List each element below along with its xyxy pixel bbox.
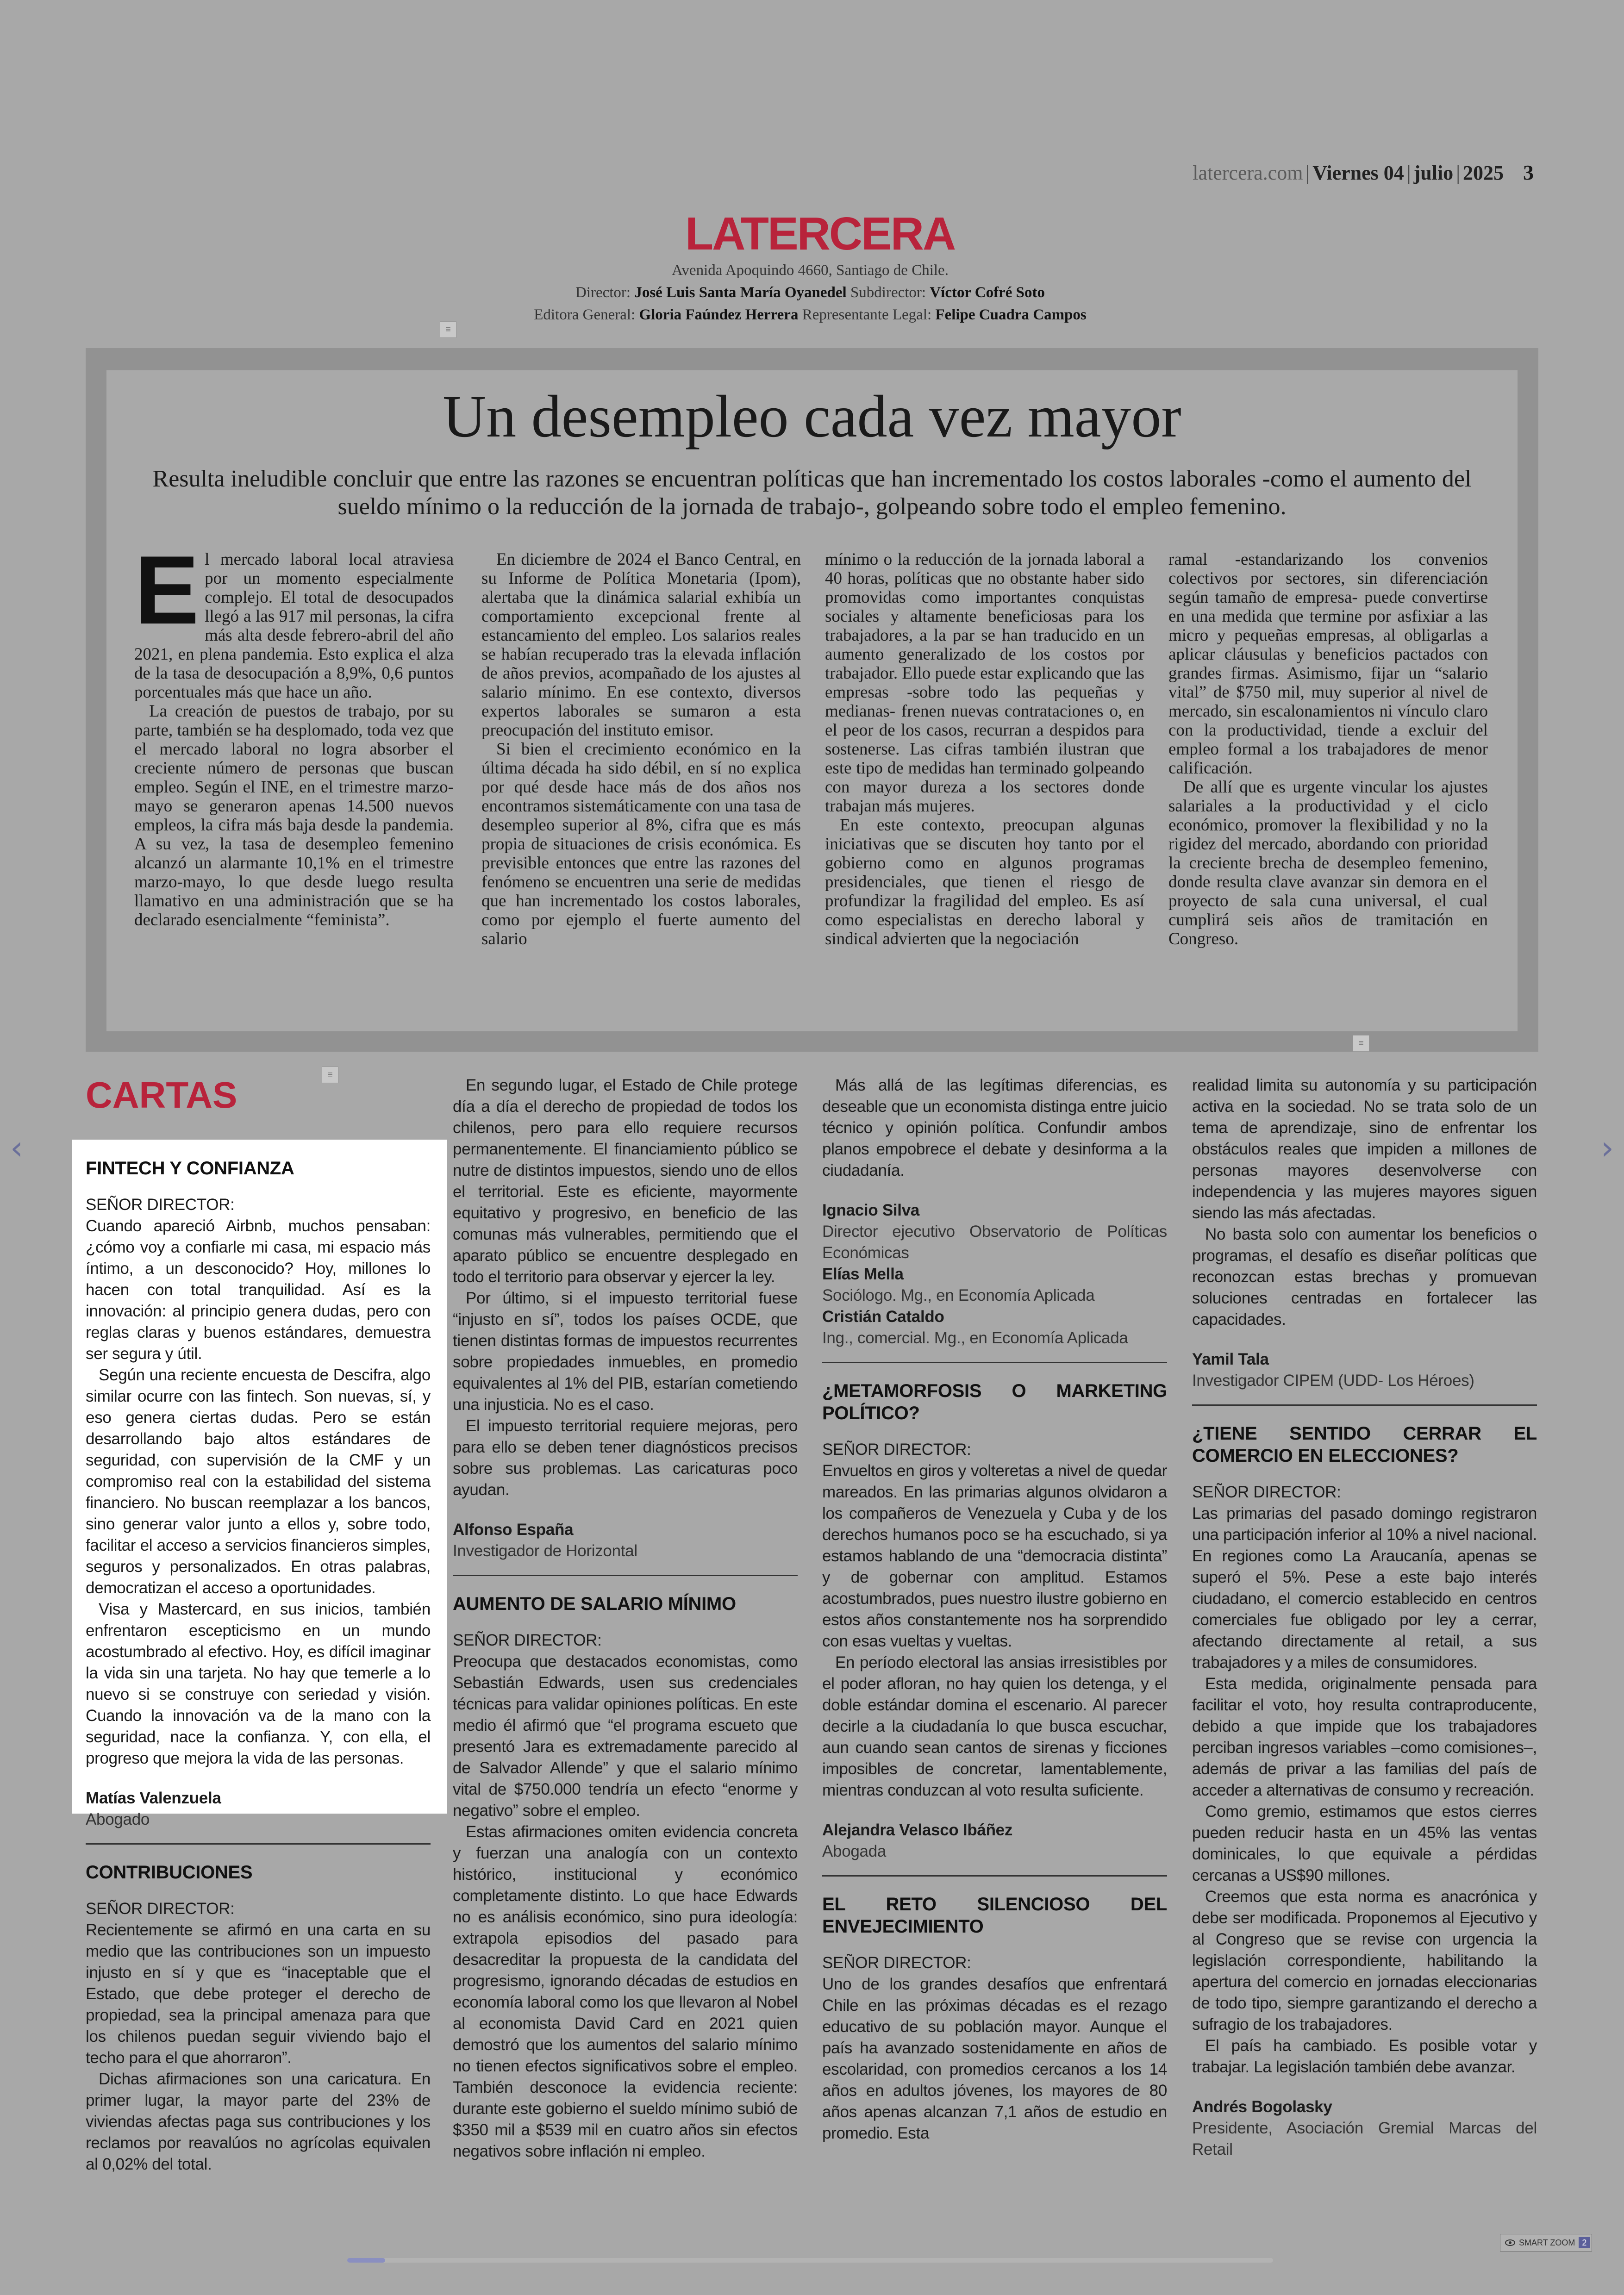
letter-author-role: Ing., comercial. Mg., en Economía Aplicada <box>822 1329 1128 1347</box>
letter-author-role: Presidente, Asociación Gremial Marcas del Retail <box>1192 2119 1537 2158</box>
letter-paragraph: Creemos que esta norma es anacrónica y debe ser modificada. Proponemos al Ejecutivo y al Congreso que se revise con urgencia la legislación correspondiente, habilitando la apertura del comercio en jornadas eleccionarias de todo tipo, siempre garantizando el derecho a sufragio de los trabajadores. <box>1192 1888 1537 2033</box>
smart-zoom-label: SMART ZOOM <box>1519 2238 1575 2247</box>
letter-paragraph: En período electoral las ansias irresistibles por el poder afloran, no hay quien los detenga, y el doble estándar domina el escenario. Al parecer decirle a la ciudadanía lo que busca escuchar, aun cuando sean cantos de sirenas y ficciones imposibles de concretar, lamentablemente, mientras conduzcan al voto resulta suficiente. <box>822 1653 1167 1799</box>
letter-paragraph: Visa y Mastercard, en sus inicios, también enfrentaron escepticismo en un mundo acostumbrado al efectivo. Hoy, es difícil imaginar la vida sin una tarjeta. No hay que temerle a lo nuevo si se construye con seriedad y visión. Cuando la innovación va de la mano con la seguridad, nace la confianza. Y, con ella, el progreso que mejora la vida de las personas. <box>86 1600 431 1767</box>
letter-paragraph: Estas afirmaciones omiten evidencia concreta y fuerzan una analogía con un contexto histórico, institucional y económico completamente distinto. Lo que hace Edwards no es análisis económico, sino pura ideología: extrapola episodios del pasado para desacreditar la propuesta de la candidata del progresismo, ignorando décadas de estudios en economía laboral como los que llevaron al Nobel al economista David Card en 2021 quien demostró que los aumentos del salario mínimo no tienen efectos significativos sobre el empleo. También desconoce la evidencia reciente: durante este gobierno el sueldo mínimo subió de $350 mil a $539 mil en cuatro años sin efectos negativos sobre inflación ni empleo. <box>453 1823 798 2160</box>
editorial-paragraph: En este contexto, preocupan algunas iniciativas que se discuten hoy tanto por el gobierno como en algunos programas presidenciales, que tienen el riesgo de profundizar la fragilidad del empleo. Es así como especialistas en derecho laboral y sindical advierten que la negociación <box>825 816 1144 948</box>
letter-paragraph: El impuesto territorial requiere mejoras, pero para ello se deben tener diagnósticos precisos sobre sus problemas. Las caricaturas poco ayudan. <box>453 1417 798 1499</box>
letters-column-2 <box>453 1075 798 2162</box>
letters-column-4 <box>1192 1075 1537 2160</box>
next-page-arrow-icon[interactable]: › <box>1601 1129 1614 1167</box>
editorial-column-1 <box>134 536 454 929</box>
letter-divider <box>453 1575 798 1576</box>
page-number: 3 <box>1523 161 1534 184</box>
letter-author: Alejandra Velasco Ibáñez <box>822 1821 1013 1839</box>
letter-paragraph: El país ha cambiado. Es posible votar y trabajar. La legislación también debe avanzar. <box>1192 2037 1537 2076</box>
letter-greeting: SEÑOR DIRECTOR: <box>453 1631 602 1649</box>
editorial-subtitle: Resulta ineludible concluir que entre las razones se encuentran políticas que han incrementado los costos laborales -como el aumento del sueldo mínimo o la reducción de la jornada de trabajo-, golpeando sobre todo el empleo femenino. <box>152 466 1472 520</box>
dateline: latercera.com | Viernes 04 | julio | 2025 <box>1193 162 1504 184</box>
letter-author: Alfonso España <box>453 1521 574 1539</box>
letter-greeting: SEÑOR DIRECTOR: <box>86 1900 235 1918</box>
masthead-directors: Director: José Luis Santa María Oyanedel Subdirector: Víctor Cofré Soto <box>575 284 1045 301</box>
drop-cap: E <box>134 536 200 644</box>
editorial-column-2 <box>481 550 801 948</box>
letter-greeting: SEÑOR DIRECTOR: <box>1192 1483 1341 1501</box>
letter-paragraph: Más allá de las legítimas diferencias, es deseable que un economista distinga entre juicio técnico y opinión política. Confundir ambos planos empobrece el debate y desinforma a la ciudadanía. <box>822 1076 1167 1179</box>
letter-author: Andrés Bogolasky <box>1192 2098 1332 2116</box>
letter-author: Yamil Tala <box>1192 1350 1269 1368</box>
editorial-column-4 <box>1168 550 1488 948</box>
letter-paragraph: Como gremio, estimamos que estos cierres pueden reducir hasta en un 45% las ventas dominicales, lo que equivale a pérdidas cercanas a US$90 millones. <box>1192 1802 1537 1884</box>
letter-title: FINTECH Y CONFIANZA <box>86 1158 294 1179</box>
letter-paragraph: Según una reciente encuesta de Descifra, algo similar ocurre con las fintech. Son nuevas, sí, y eso genera ciertas dudas. Pero se están desarrollando bajo altos estándares de seguridad, con supervisión de la CMF y un compromiso real con la estabilidad del sistema financiero. No buscan reemplazar a los bancos, sino generar valor junto a ellos y, sobre todo, facilitar el acceso a servicios financieros simples, seguros y personalizados. En otras palabras, democratizan el acceso a oportunidades. <box>86 1366 431 1597</box>
letter-author-role: Investigador de Horizontal <box>453 1542 637 1560</box>
letter-title: AUMENTO DE SALARIO MÍNIMO <box>453 1594 736 1614</box>
letter-author: Elías Mella <box>822 1265 904 1283</box>
letter-paragraph: Esta medida, originalmente pensada para facilitar el voto, hoy resulta contraproducente, debido a que impide que los trabajadores perciban ingresos variables –como comisiones–, además de privar a las familias del país de acceder a alternativas de consumo y recreación. <box>1192 1675 1537 1799</box>
letter-author-role: Sociólogo. Mg., en Economía Aplicada <box>822 1286 1095 1304</box>
scrollbar-thumb[interactable] <box>347 2258 385 2263</box>
page-scrollbar[interactable] <box>347 2258 1273 2263</box>
date-year: 2025 <box>1463 162 1504 184</box>
smart-zoom-button[interactable] <box>1500 2234 1592 2251</box>
cartas-section-title: CARTAS <box>86 1074 237 1116</box>
previous-page-arrow-icon[interactable]: ‹ <box>10 1129 23 1167</box>
letter-paragraph: Por último, si el impuesto territorial fuese “injusto en sí”, todos los países OCDE, que tienen distintas formas de impuestos recurrentes sobre propiedades inmuebles, en promedio equivalentes al 1% del PIB, estarían cometiendo una injusticia. No es el caso. <box>453 1289 798 1414</box>
letter-paragraph: Dichas afirmaciones son una caricatura. En primer lugar, la mayor parte del 23% de viviendas afectas paga sus contribuciones y los reclamos por reavalúos no agrícolas equivalen al 0,02% del total. <box>86 2070 431 2173</box>
editorial-paragraph: De allí que es urgente vincular los ajustes salariales a la productividad y el ciclo económico, promover la flexibilidad y no la rigidez del mercado, abordando con prioridad la creciente brecha de desempleo femenino, donde resulta clave avanzar sin demora en el proyecto de sala cuna universal, el cual cumplirá seis años de tramitación en Congreso. <box>1168 778 1488 948</box>
eye-icon <box>1505 2239 1515 2246</box>
letter-paragraph: Uno de los grandes desafíos que enfrentará Chile en las próximas décadas es el rezago educativo de su población mayor. Aunque el país ha avanzado sostenidamente en años de escolaridad, con promedios cercanos a los 14 años en adultos jóvenes, los mayores de 80 años apenas alcanzan 7,1 años de estudio en promedio. Esta <box>822 1975 1167 2142</box>
editorial-paragraph: l mercado laboral local atraviesa por un momento especialmente complejo. El total de desocupados llegó a las 917 mil personas, la cifra más alta desde febrero-abril del año 2021, en plena pandemia. Esto explica el alza de la tasa de desocupación a 8,9%, 0,6 puntos porcentuales más que hace un año. <box>134 550 454 702</box>
editorial-paragraph: Si bien el crecimiento económico en la última década ha sido débil, en sí no explica por qué desde hace más de dos años nos encontramos sistemáticamente con una tasa de desempleo superior al 8%, cifra que es más propia de situaciones de crisis económica. Es previsible entonces que entre las razones del fenómeno se encuentren una serie de medidas que han incrementado los costos laborales, como por ejemplo el fuerte aumento del salario <box>481 740 801 948</box>
smart-zoom-badge: 2 <box>1579 2237 1590 2248</box>
letter-author: Ignacio Silva <box>822 1201 920 1219</box>
editorial-paragraph: En diciembre de 2024 el Banco Central, en su Informe de Política Monetaria (Ipom), alertaba que la dinámica salarial exhibía un comportamiento excepcional frente al estancamiento del empleo. Los salarios reales se habían recuperado tras la elevada inflación de años previos, acompañado de los ajustes al salario mínimo. En ese contexto, diversos expertos laborales se sumaron a esta preocupación del instituto emisor. <box>481 550 801 740</box>
letter-author-role: Abogada <box>822 1842 887 1860</box>
site-name: latercera.com <box>1193 162 1303 184</box>
letter-paragraph: Envueltos en giros y volteretas a nivel de quedar mareados. En las primarias algunos olvidaron a los compañeros de Venezuela y Cuba y de los derechos humanos poco se ha escuchado, si ya estamos hablando de una “democracia distinta” y de gobernar con amplitud. Estamos acostumbrados, pues nuestro ilustre gobierno en estos años constantemente nos ha sorprendido con esas vueltas y vueltas. <box>822 1462 1167 1650</box>
letter-title: ¿METAMORFOSIS O MARKETING POLÍTICO? <box>822 1381 1167 1423</box>
letter-divider <box>822 1875 1167 1877</box>
letter-author: Cristián Cataldo <box>822 1308 944 1326</box>
newspaper-logo: LATERCERA <box>685 208 955 260</box>
editorial-paragraph: mínimo o la reducción de la jornada laboral a 40 horas, políticas que no obstante haber sido promovidas como importantes conquistas sociales y altamente beneficiosas para los trabajadores, a la par se han traducido en un aumento generalizado de los costos por trabajador. Ello puede estar explicando que las empresas -sobre todo las pequeñas y medianas- frenen nuevas contrataciones o, en el peor de los casos, recurran a despidos para sostenerse. Las cifras también ilustran que este tipo de medidas han terminado golpeando con mayor dureza a los sectores donde trabajan más mujeres. <box>825 550 1144 816</box>
letter-title: EL RETO SILENCIOSO DEL ENVEJECIMIENTO <box>822 1894 1167 1937</box>
letter-greeting: SEÑOR DIRECTOR: <box>822 1441 971 1459</box>
letters-column-3 <box>822 1075 1167 2144</box>
letter-paragraph: No basta solo con aumentar los beneficios o programas, el desafío es diseñar políticas que reconozcan estas brechas y promuevan soluciones centradas en fortalecer las capacidades. <box>1192 1225 1537 1328</box>
letter-title: ¿TIENE SENTIDO CERRAR EL COMERCIO EN ELECCIONES? <box>1192 1423 1537 1466</box>
letter-paragraph: Cuando apareció Airbnb, muchos pensaban: ¿cómo voy a confiarle mi casa, mi espacio más íntimo, a un desconocido? Hoy, millones lo hacen con total tranquilidad. Así es la innovación: al principio genera dudas, pero con reglas claras y buenos estándares, demuestra ser segura y útil. <box>86 1217 431 1363</box>
letter-paragraph: realidad limita su autonomía y su participación activa en la sociedad. No se trata solo de un tema de aprendizaje, sino de enfrentar los obstáculos reales que impiden a millones de personas mayores desenvolverse con independencia y las mujeres mayores siguen siendo las más afectadas. <box>1192 1076 1537 1222</box>
date-month: julio <box>1413 162 1454 184</box>
masthead-address: Avenida Apoquindo 4660, Santiago de Chile. <box>672 262 949 279</box>
editorial-title: Un desempleo cada vez mayor <box>443 383 1181 450</box>
editorial-paragraph: La creación de puestos de trabajo, por su parte, también se ha desplomado, toda vez que el mercado laboral no logra absorber el creciente número de personas que buscan empleo. Según el INE, en el trimestre marzo-mayo se generaron apenas 14.500 nuevos empleos, la cifra más baja desde la pandemia. A su vez, la tasa de desempleo femenino alcanzó un alarmante 10,1% en el trimestre marzo-mayo, lo que desde luego resulta llamativo en una administración que se ha declarado esencialmente “feminista”. <box>134 702 454 929</box>
article-marker-icon[interactable]: ≡ <box>322 1066 338 1083</box>
letter-paragraph: En segundo lugar, el Estado de Chile protege día a día el derecho de propiedad de todos los chilenos, pero para ello requiere recursos permanentemente. El financiamiento público se nutre de distintos impuestos, siendo uno de ellos el territorial. Este es eficiente, mayormente equitativo y progresivo, en beneficio de las comunas más vulnerables, permitiendo que el aparato público se encuentre desplegado en todo el territorio para observar y ejercer la ley. <box>453 1076 798 1286</box>
editorial-column-3 <box>825 550 1144 948</box>
article-marker-icon[interactable]: ≡ <box>1353 1035 1369 1052</box>
letter-paragraph: Recientemente se afirmó en una carta en su medio que las contribuciones son un impuesto injusto en sí y que es “inaceptable que el Estado, que debe proteger el derecho de propiedad, sea la principal amenaza para que los chilenos puedan seguir viviendo bajo el techo para el que ahorraron”. <box>86 1921 431 2067</box>
letter-author-role: Director ejecutivo Observatorio de Políticas Económicas <box>822 1222 1167 1262</box>
letter-paragraph: Preocupa que destacados economistas, como Sebastián Edwards, usen sus credenciales técnicas para validar opiniones políticas. En este medio él afirmó que “el programa escueto que presentó Jara es extremadamente parecido al de Salvador Allende” y que el salario mínimo vital de $750.000 tendría un efecto “enorme y negativo” sobre el empleo. <box>453 1653 798 1820</box>
letter-author: Matías Valenzuela <box>86 1789 221 1807</box>
letter-divider <box>822 1362 1167 1363</box>
letters-column-1 <box>86 1157 431 2175</box>
editorial-paragraph: ramal -estandarizando los convenios colectivos por sectores, sin diferenciación según tamaño de empresa- puede convertirse en una medida que termine por asfixiar a las micro y pequeñas empresas, al obligarlas a aplicar cláusulas y beneficios pactados con grandes firmas. Asimismo, fijar un “salario vital” de $750 mil, muy superior al nivel de mercado, sin escalonamientos ni vínculo claro con la productividad, tiende a excluir del empleo formal a los trabajadores de menor calificación. <box>1168 550 1488 778</box>
letter-divider <box>86 1843 431 1845</box>
letter-author-role: Abogado <box>86 1810 150 1828</box>
masthead-editors: Editora General: Gloria Faúndez Herrera Representante Legal: Felipe Cuadra Campos <box>534 306 1087 323</box>
letter-paragraph: Las primarias del pasado domingo registraron una participación inferior al 10% a nivel nacional. En regiones como La Araucanía, apenas se superó el 5%. Pese a este bajo interés ciudadano, el comercio establecido en centros comerciales fue obligado por ley a cerrar, afectando directamente al retail, a sus trabajadores y a miles de consumidores. <box>1192 1504 1537 1671</box>
letter-divider <box>1192 1404 1537 1406</box>
date-day: Viernes 04 <box>1312 162 1404 184</box>
article-marker-icon[interactable]: ≡ <box>440 321 456 338</box>
letter-title: CONTRIBUCIONES <box>86 1862 253 1883</box>
letter-greeting: SEÑOR DIRECTOR: <box>86 1196 235 1214</box>
letter-greeting: SEÑOR DIRECTOR: <box>822 1954 971 1972</box>
letter-author-role: Investigador CIPEM (UDD- Los Héroes) <box>1192 1372 1474 1390</box>
